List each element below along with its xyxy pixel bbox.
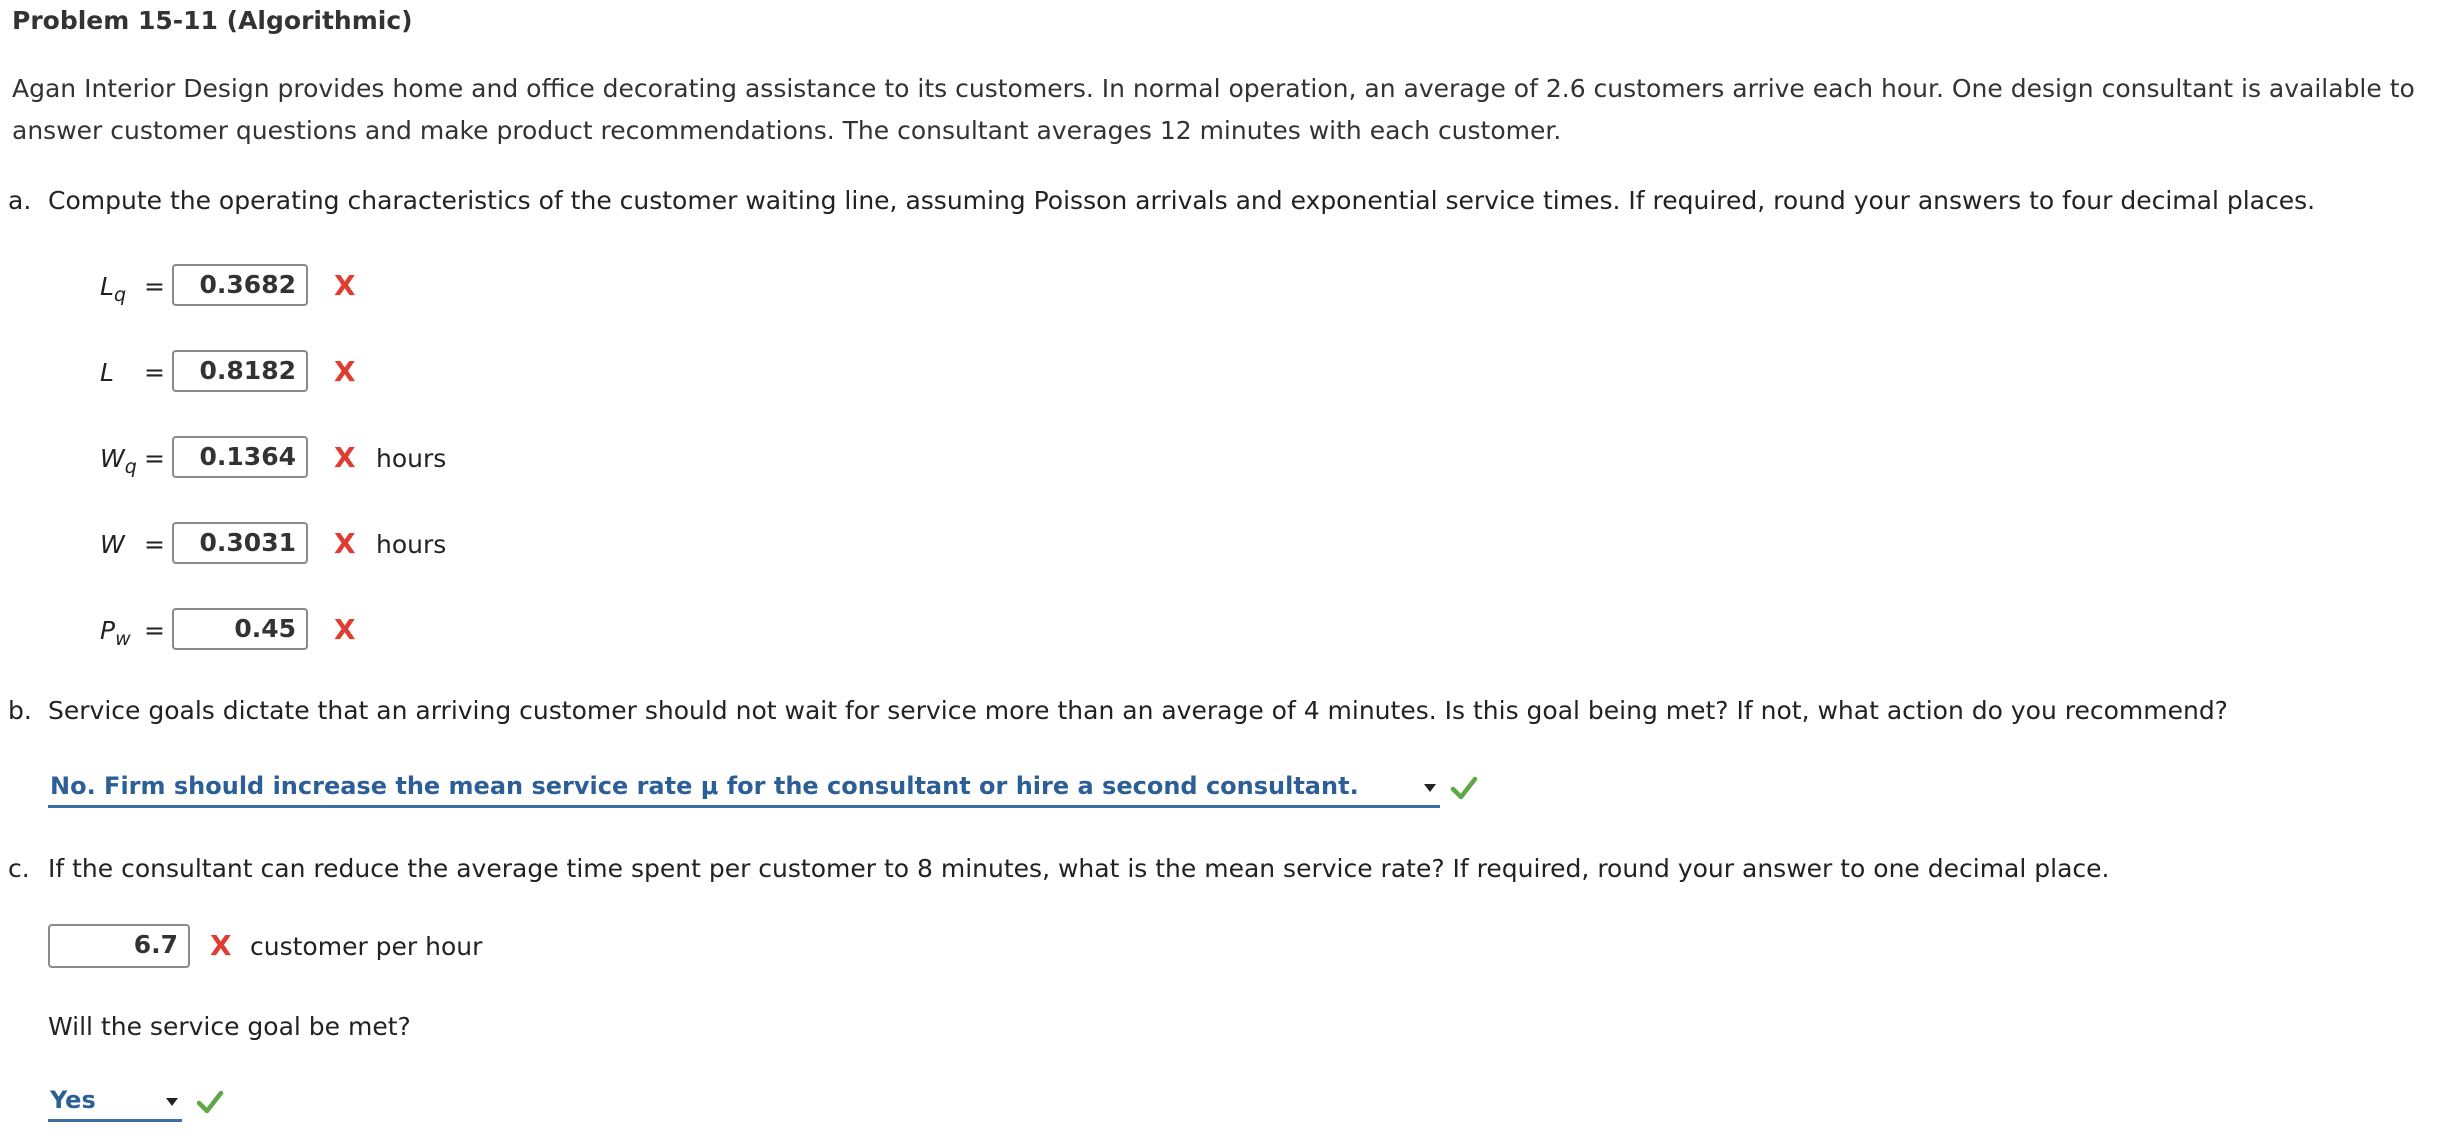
wq-equals: =	[144, 444, 165, 473]
part-c-letter: c.	[8, 854, 30, 883]
wq-label: $W_q$	[100, 444, 137, 478]
l-label: L	[100, 358, 114, 387]
w-equals: =	[144, 530, 165, 559]
part-b-selected-option: No. Firm should increase the mean service rate μ for the consultant or hire a second consultant.	[50, 772, 1359, 800]
part-b-question-text: Service goals dictate that an arriving customer should not wait for service more than an average of 4 minutes. Is this goal being met? If not, what action do you recommend?	[48, 696, 2228, 725]
pw-label: $P_w$	[100, 616, 131, 650]
check-mark-icon	[196, 1088, 224, 1116]
service-rate-unit: customer per hour	[250, 932, 483, 961]
x-mark-icon: X	[210, 929, 232, 962]
problem-title: Problem 15-11 (Algorithmic)	[12, 6, 413, 35]
service-goal-question: Will the service goal be met?	[48, 1012, 411, 1041]
wq-answer-field[interactable]: 0.1364	[172, 436, 308, 478]
x-mark-icon: X	[334, 613, 356, 646]
x-mark-icon: X	[334, 527, 356, 560]
service-goal-dropdown[interactable]	[48, 1086, 182, 1122]
part-a-letter: a.	[8, 186, 32, 215]
x-mark-icon: X	[334, 269, 356, 302]
part-c-question	[8, 854, 2109, 883]
part-b-answer-dropdown[interactable]	[48, 772, 1440, 808]
part-a-question-text: Compute the operating characteristics of the customer waiting line, assuming Poisson arrivals and exponential service times. If required, round your answers to four decimal places.	[48, 186, 2316, 215]
problem-intro: Agan Interior Design provides home and office decorating assistance to its customers. In normal operation, an average of 2.6 customers arrive each hour. One design consultant is available to answer customer questions and make product recommendations. The consultant averages 12 minutes with each customer.	[12, 74, 2415, 145]
part-c-question-text: If the consultant can reduce the average time spent per customer to 8 minutes, what is the mean service rate? If required, round your answer to one decimal place.	[48, 854, 2110, 883]
w-answer-field[interactable]: 0.3031	[172, 522, 308, 564]
pw-answer-field[interactable]: 0.45	[172, 608, 308, 650]
chevron-down-icon[interactable]	[1424, 784, 1436, 792]
part-a-question	[8, 186, 2315, 215]
w-unit: hours	[376, 530, 447, 559]
lq-label: $L_q$	[100, 272, 126, 306]
service-goal-selected-option: Yes	[50, 1086, 96, 1114]
part-b-question	[8, 696, 2228, 725]
check-mark-icon	[1450, 774, 1478, 802]
x-mark-icon: X	[334, 355, 356, 388]
lq-answer-field[interactable]: 0.3682	[172, 264, 308, 306]
lq-equals: =	[144, 272, 165, 301]
chevron-down-icon[interactable]	[166, 1098, 178, 1106]
part-b-letter: b.	[8, 696, 32, 725]
wq-unit: hours	[376, 444, 447, 473]
l-equals: =	[144, 358, 165, 387]
x-mark-icon: X	[334, 441, 356, 474]
l-answer-field[interactable]: 0.8182	[172, 350, 308, 392]
w-label: W	[100, 530, 125, 559]
pw-equals: =	[144, 616, 165, 645]
service-rate-answer-field[interactable]: 6.7	[48, 924, 190, 968]
